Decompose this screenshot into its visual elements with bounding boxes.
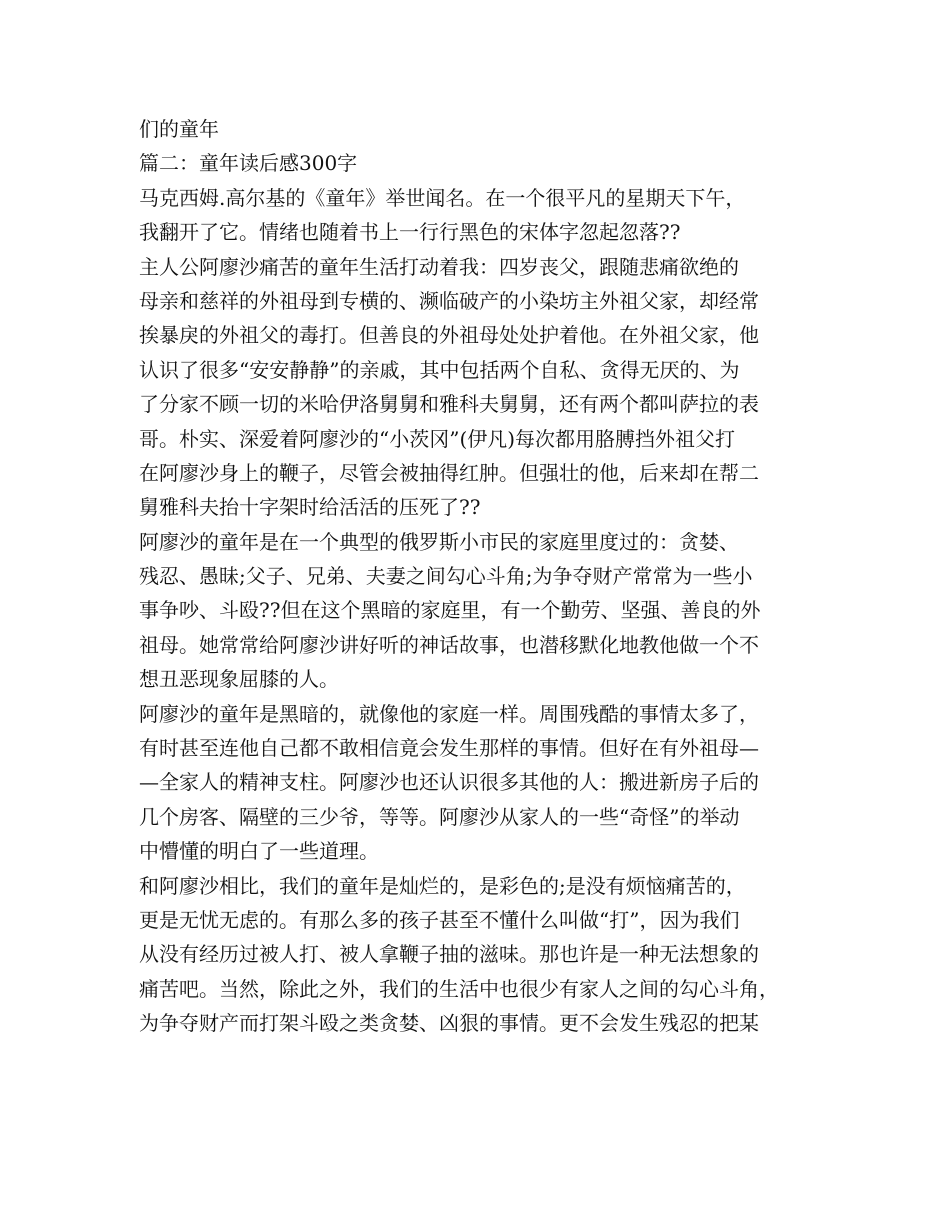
text-line: 几个房客、隔壁的三少爷，等等。阿廖沙从家人的一些“奇怪”的举动 bbox=[139, 804, 740, 829]
text-line: 主人公阿廖沙痛苦的童年生活打动着我：四岁丧父，跟随悲痛欲绝的 bbox=[139, 254, 739, 279]
text-line: 痛苦吧。当然，除此之外，我们的生活中也很少有家人之间的勾心斗角， bbox=[139, 976, 779, 1001]
text-line: 从没有经历过被人打、被人拿鞭子抽的滋味。那也许是一种无法想象的 bbox=[139, 942, 759, 967]
text-line: 阿廖沙的童年是黑暗的，就像他的家庭一样。周围残酷的事情太多了， bbox=[139, 701, 759, 726]
document-body bbox=[139, 112, 819, 1041]
text-line: 想丑恶现象屈膝的人。 bbox=[139, 667, 339, 692]
text-line: 在阿廖沙身上的鞭子，尽管会被抽得红肿。但强壮的他，后来却在帮二 bbox=[139, 460, 759, 485]
text-line: 哥。朴实、深爱着阿廖沙的“小茨冈”(伊凡)每次都用胳膊挡外祖父打 bbox=[139, 426, 736, 451]
text-line: 挨暴戾的外祖父的毒打。但善良的外祖母处处护着他。在外祖父家，他 bbox=[139, 323, 759, 348]
text-line: 有时甚至连他自己都不敢相信竟会发生那样的事情。但好在有外祖母— bbox=[139, 736, 759, 761]
text-line: 为争夺财产而打架斗殴之类贪婪、凶狠的事情。更不会发生残忍的把某 bbox=[139, 1011, 759, 1036]
text-line: 事争吵、斗殴??但在这个黑暗的家庭里，有一个勤劳、坚强、善良的外 bbox=[139, 598, 761, 623]
text-line: 和阿廖沙相比，我们的童年是灿烂的，是彩色的;是没有烦恼痛苦的， bbox=[139, 873, 746, 898]
text-line: 我翻开了它。情绪也随着书上一行行黑色的宋体字忽起忽落?? bbox=[139, 220, 681, 245]
text-line: 马克西姆.高尔基的《童年》举世闻名。在一个很平凡的星期天下午， bbox=[139, 185, 746, 210]
text-line: 中懵懂的明白了一些道理。 bbox=[139, 839, 379, 864]
text-line: 残忍、愚昧;父子、兄弟、夫妻之间勾心斗角;为争夺财产常常为一些小 bbox=[139, 564, 753, 589]
section-heading: 篇二：童年读后感300字 bbox=[139, 151, 358, 176]
text-line: 更是无忧无虑的。有那么多的孩子甚至不懂什么叫做“打”，因为我们 bbox=[139, 907, 740, 932]
text-line: 舅雅科夫抬十字架时给活活的压死了?? bbox=[139, 495, 481, 520]
text-line: 母亲和慈祥的外祖母到专横的、濒临破产的小染坊主外祖父家，却经常 bbox=[139, 288, 759, 313]
text-line: 认识了很多“安安静静”的亲戚，其中包括两个自私、贪得无厌的、为 bbox=[139, 357, 740, 382]
text-line: 了分家不顾一切的米哈伊洛舅舅和雅科夫舅舅，还有两个都叫萨拉的表 bbox=[139, 392, 759, 417]
text-line: —全家人的精神支柱。阿廖沙也还认识很多其他的人：搬进新房子后的 bbox=[139, 770, 759, 795]
text-line: 阿廖沙的童年是在一个典型的俄罗斯小市民的家庭里度过的：贪婪、 bbox=[139, 529, 739, 554]
text-line: 们的童年 bbox=[139, 117, 219, 141]
text-line: 祖母。她常常给阿廖沙讲好听的神话故事，也潜移默化地教他做一个不 bbox=[139, 632, 759, 657]
